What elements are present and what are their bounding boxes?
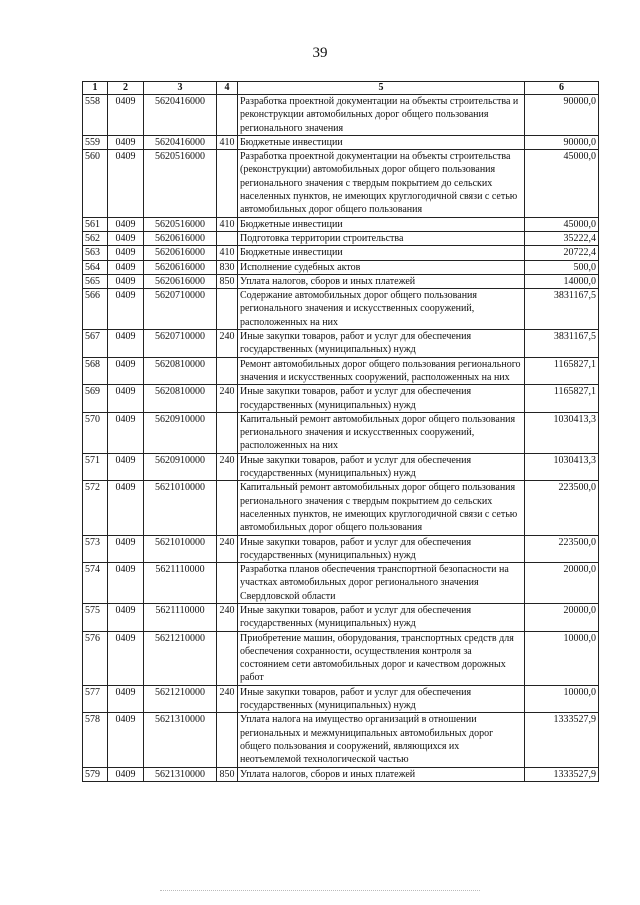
row-number-cell: 561 — [83, 217, 108, 231]
amount-cell: 1030413,3 — [525, 453, 599, 481]
section-code-cell: 0409 — [108, 631, 144, 685]
expense-type-cell — [217, 563, 238, 604]
row-number-cell: 560 — [83, 150, 108, 217]
row-number-cell: 575 — [83, 603, 108, 631]
item-name-cell: Капитальный ремонт автомобильных дорог общего пользования регионального значения с твердым покрытием до сельских населенных пунктов, не имеющих круглогодичной связи с сетью автомобильных дорог общего пользования — [238, 481, 525, 535]
target-article-cell: 5620616000 — [144, 274, 217, 288]
header-col-6: 6 — [525, 82, 599, 95]
target-article-cell: 5620516000 — [144, 150, 217, 217]
table-row — [83, 150, 599, 217]
item-name-cell: Исполнение судебных актов — [238, 260, 525, 274]
item-name-cell: Содержание автомобильных дорог общего пользования регионального значения и искусственных сооружений, расположенных на них — [238, 289, 525, 330]
table-row — [83, 246, 599, 260]
expense-type-cell — [217, 412, 238, 453]
amount-cell: 10000,0 — [525, 631, 599, 685]
target-article-cell: 5621110000 — [144, 603, 217, 631]
page-number: 39 — [312, 45, 328, 61]
table-row — [83, 603, 599, 631]
amount-cell: 45000,0 — [525, 217, 599, 231]
item-name-cell: Иные закупки товаров, работ и услуг для обеспечения государственных (муниципальных) нужд — [238, 385, 525, 413]
row-number-cell: 568 — [83, 357, 108, 385]
row-number-cell: 579 — [83, 767, 108, 781]
expense-type-cell: 240 — [217, 603, 238, 631]
target-article-cell: 5620416000 — [144, 135, 217, 149]
item-name-cell: Уплата налогов, сборов и иных платежей — [238, 274, 525, 288]
table-row — [83, 685, 599, 713]
row-number-cell: 574 — [83, 563, 108, 604]
table-row — [83, 260, 599, 274]
target-article-cell: 5621210000 — [144, 631, 217, 685]
target-article-cell: 5620910000 — [144, 453, 217, 481]
section-code-cell: 0409 — [108, 713, 144, 767]
amount-cell: 1165827,1 — [525, 385, 599, 413]
table-row — [83, 713, 599, 767]
section-code-cell: 0409 — [108, 412, 144, 453]
expense-type-cell — [217, 289, 238, 330]
section-code-cell: 0409 — [108, 767, 144, 781]
section-code-cell: 0409 — [108, 685, 144, 713]
table-body — [83, 95, 599, 782]
section-code-cell: 0409 — [108, 330, 144, 358]
item-name-cell: Иные закупки товаров, работ и услуг для обеспечения государственных (муниципальных) нужд — [238, 603, 525, 631]
item-name-cell: Иные закупки товаров, работ и услуг для обеспечения государственных (муниципальных) нужд — [238, 453, 525, 481]
amount-cell: 223500,0 — [525, 535, 599, 563]
item-name-cell: Иные закупки товаров, работ и услуг для обеспечения государственных (муниципальных) нужд — [238, 685, 525, 713]
section-code-cell: 0409 — [108, 95, 144, 136]
table-row — [83, 563, 599, 604]
expense-type-cell — [217, 713, 238, 767]
amount-cell: 35222,4 — [525, 231, 599, 245]
amount-cell: 1165827,1 — [525, 357, 599, 385]
section-code-cell: 0409 — [108, 385, 144, 413]
section-code-cell: 0409 — [108, 357, 144, 385]
item-name-cell: Разработка планов обеспечения транспортной безопасности на участках автомобильных дорог регионального значения Свердловской области — [238, 563, 525, 604]
row-number-cell: 567 — [83, 330, 108, 358]
item-name-cell: Иные закупки товаров, работ и услуг для обеспечения государственных (муниципальных) нужд — [238, 330, 525, 358]
header-col-2: 2 — [108, 82, 144, 95]
expense-type-cell — [217, 231, 238, 245]
row-number-cell: 578 — [83, 713, 108, 767]
amount-cell: 20722,4 — [525, 246, 599, 260]
target-article-cell: 5620516000 — [144, 217, 217, 231]
amount-cell: 20000,0 — [525, 603, 599, 631]
table-header-row — [83, 82, 599, 95]
budget-table — [82, 81, 599, 782]
amount-cell: 1333527,9 — [525, 767, 599, 781]
target-article-cell: 5620810000 — [144, 357, 217, 385]
expense-type-cell: 850 — [217, 274, 238, 288]
table-row — [83, 95, 599, 136]
row-number-cell: 572 — [83, 481, 108, 535]
table-row — [83, 217, 599, 231]
expense-type-cell: 240 — [217, 453, 238, 481]
table-row — [83, 767, 599, 781]
target-article-cell: 5620710000 — [144, 289, 217, 330]
expense-type-cell — [217, 481, 238, 535]
amount-cell: 20000,0 — [525, 563, 599, 604]
amount-cell: 500,0 — [525, 260, 599, 274]
amount-cell: 3831167,5 — [525, 330, 599, 358]
target-article-cell: 5621310000 — [144, 767, 217, 781]
table-row — [83, 274, 599, 288]
table-row — [83, 535, 599, 563]
table-row — [83, 135, 599, 149]
target-article-cell: 5620910000 — [144, 412, 217, 453]
section-code-cell: 0409 — [108, 481, 144, 535]
expense-type-cell: 240 — [217, 330, 238, 358]
header-col-1: 1 — [83, 82, 108, 95]
row-number-cell: 558 — [83, 95, 108, 136]
row-number-cell: 576 — [83, 631, 108, 685]
expense-type-cell: 240 — [217, 385, 238, 413]
section-code-cell: 0409 — [108, 135, 144, 149]
item-name-cell: Разработка проектной документации на объекты строительства и реконструкции автомобильных дорог общего пользования регионального значения — [238, 95, 525, 136]
item-name-cell: Капитальный ремонт автомобильных дорог общего пользования регионального значения и искусственных сооружений, расположенных на них — [238, 412, 525, 453]
scan-edge-mark — [160, 890, 480, 893]
section-code-cell: 0409 — [108, 231, 144, 245]
item-name-cell: Бюджетные инвестиции — [238, 135, 525, 149]
amount-cell: 45000,0 — [525, 150, 599, 217]
expense-type-cell: 830 — [217, 260, 238, 274]
item-name-cell: Иные закупки товаров, работ и услуг для обеспечения государственных (муниципальных) нужд — [238, 535, 525, 563]
row-number-cell: 565 — [83, 274, 108, 288]
expense-type-cell: 240 — [217, 535, 238, 563]
expense-type-cell — [217, 150, 238, 217]
table-row — [83, 631, 599, 685]
item-name-cell: Бюджетные инвестиции — [238, 217, 525, 231]
header-col-4: 4 — [217, 82, 238, 95]
section-code-cell: 0409 — [108, 217, 144, 231]
amount-cell: 223500,0 — [525, 481, 599, 535]
amount-cell: 1030413,3 — [525, 412, 599, 453]
target-article-cell: 5621210000 — [144, 685, 217, 713]
row-number-cell: 577 — [83, 685, 108, 713]
row-number-cell: 566 — [83, 289, 108, 330]
row-number-cell: 563 — [83, 246, 108, 260]
expense-type-cell — [217, 95, 238, 136]
item-name-cell: Подготовка территории строительства — [238, 231, 525, 245]
header-col-5: 5 — [238, 82, 525, 95]
target-article-cell: 5621310000 — [144, 713, 217, 767]
expense-type-cell — [217, 357, 238, 385]
expense-type-cell: 240 — [217, 685, 238, 713]
row-number-cell: 564 — [83, 260, 108, 274]
section-code-cell: 0409 — [108, 453, 144, 481]
table-row — [83, 330, 599, 358]
target-article-cell: 5621010000 — [144, 481, 217, 535]
section-code-cell: 0409 — [108, 603, 144, 631]
header-col-3: 3 — [144, 82, 217, 95]
amount-cell: 14000,0 — [525, 274, 599, 288]
item-name-cell: Уплата налога на имущество организаций в отношении региональных и межмуниципальных автомобильных дорог общего пользования и сооружений, являющихся их неотъемлемой технологической частью — [238, 713, 525, 767]
section-code-cell: 0409 — [108, 274, 144, 288]
row-number-cell: 559 — [83, 135, 108, 149]
target-article-cell: 5621010000 — [144, 535, 217, 563]
target-article-cell: 5620616000 — [144, 260, 217, 274]
amount-cell: 3831167,5 — [525, 289, 599, 330]
row-number-cell: 573 — [83, 535, 108, 563]
table-row — [83, 385, 599, 413]
section-code-cell: 0409 — [108, 260, 144, 274]
amount-cell: 90000,0 — [525, 135, 599, 149]
target-article-cell: 5620616000 — [144, 246, 217, 260]
table-row — [83, 357, 599, 385]
expense-type-cell: 410 — [217, 246, 238, 260]
expense-type-cell: 850 — [217, 767, 238, 781]
amount-cell: 1333527,9 — [525, 713, 599, 767]
row-number-cell: 562 — [83, 231, 108, 245]
amount-cell: 10000,0 — [525, 685, 599, 713]
target-article-cell: 5621110000 — [144, 563, 217, 604]
target-article-cell: 5620710000 — [144, 330, 217, 358]
expense-type-cell: 410 — [217, 217, 238, 231]
expense-type-cell: 410 — [217, 135, 238, 149]
row-number-cell: 570 — [83, 412, 108, 453]
item-name-cell: Уплата налогов, сборов и иных платежей — [238, 767, 525, 781]
target-article-cell: 5620810000 — [144, 385, 217, 413]
section-code-cell: 0409 — [108, 535, 144, 563]
item-name-cell: Разработка проектной документации на объекты строительства (реконструкции) автомобильных дорог общего пользования регионального значения с твердым покрытием до сельских населенных пунктов, не имеющих круглогодичной связи с сетью автомобильных дорог общего пользования — [238, 150, 525, 217]
row-number-cell: 571 — [83, 453, 108, 481]
row-number-cell: 569 — [83, 385, 108, 413]
section-code-cell: 0409 — [108, 150, 144, 217]
item-name-cell: Ремонт автомобильных дорог общего пользования регионального значения и искусственных сооружений, расположенных на них — [238, 357, 525, 385]
target-article-cell: 5620616000 — [144, 231, 217, 245]
target-article-cell: 5620416000 — [144, 95, 217, 136]
table-row — [83, 481, 599, 535]
item-name-cell: Приобретение машин, оборудования, транспортных средств для обеспечения сохранности, осуществления контроля за состоянием сети автомобильных дорог и качеством дорожных работ — [238, 631, 525, 685]
section-code-cell: 0409 — [108, 246, 144, 260]
expense-type-cell — [217, 631, 238, 685]
table-row — [83, 289, 599, 330]
table-row — [83, 231, 599, 245]
section-code-cell: 0409 — [108, 289, 144, 330]
item-name-cell: Бюджетные инвестиции — [238, 246, 525, 260]
table-row — [83, 453, 599, 481]
table-row — [83, 412, 599, 453]
section-code-cell: 0409 — [108, 563, 144, 604]
amount-cell: 90000,0 — [525, 95, 599, 136]
